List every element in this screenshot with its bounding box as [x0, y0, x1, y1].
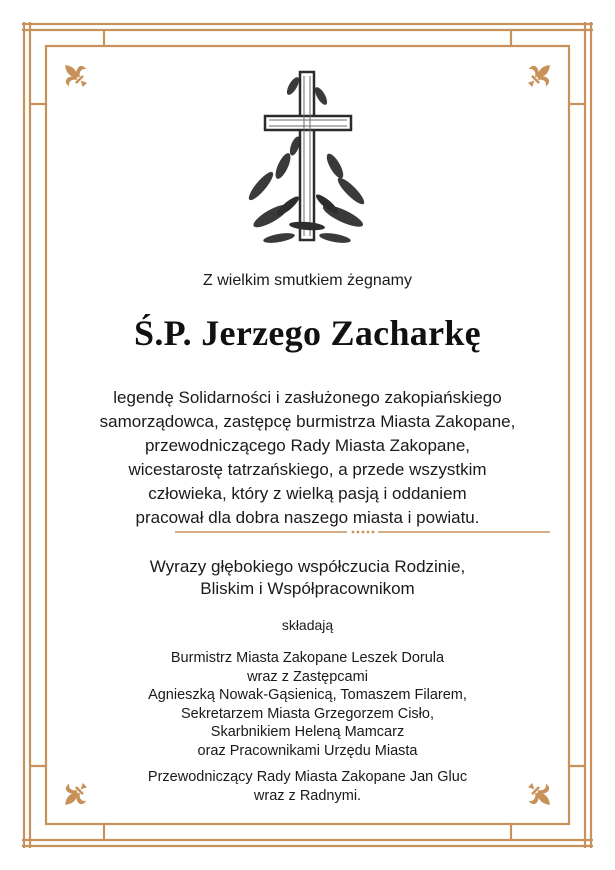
description-line: wicestarostę tatrzańskiego, a przede wszystkim: [128, 460, 487, 479]
signer-line: Skarbnikiem Heleną Mamcarz: [210, 724, 405, 741]
signer-line: Burmistrz Miasta Zakopane Leszek Dorula: [170, 650, 445, 666]
fleur-de-lis-icon: [56, 56, 93, 93]
description: [60, 386, 555, 530]
signer-line: oraz Pracownikami Urzędu Miasta: [197, 742, 418, 759]
council-line: Przewodniczący Rady Miasta Zakopane Jan Gluc: [147, 769, 468, 785]
signers: [60, 649, 555, 761]
description-line: pracował dla dobra naszego miasta i powiatu.: [135, 508, 480, 527]
description-line: przewodniczącego Rady Miasta Zakopane,: [144, 436, 471, 455]
condolences-line: Bliskim i Współpracownikom: [200, 579, 415, 598]
description-line: człowieka, który z wielką pasją i oddaniem: [148, 484, 467, 503]
fleur-de-lis-icon: [521, 56, 558, 93]
signer-line: wraz z Zastępcami: [247, 668, 368, 685]
deceased-name: Ś.P. Jerzego Zacharkę: [134, 313, 481, 353]
condolences: [60, 556, 555, 600]
description-line: samorządowca, zastępcę burmistrza Miasta Zakopane,: [99, 412, 516, 431]
skladaja-label: składają: [281, 617, 334, 633]
signer-line: Sekretarzem Miasta Grzegorzem Cisło,: [180, 705, 434, 722]
condolences-line: Wyrazy głębokiego współczucia Rodzinie,: [149, 557, 466, 576]
cross-with-leaves-icon: [243, 66, 373, 246]
signer-line: Agnieszką Nowak-Gąsienicą, Tomaszem Filarem,: [148, 687, 467, 704]
decorative-divider: [175, 528, 550, 536]
description-line: legendę Solidarności i zasłużonego zakopiańskiego: [113, 388, 502, 407]
intro-text: Z wielkim smutkiem żegnamy: [203, 272, 412, 289]
council-signers: [60, 768, 555, 805]
council-line: wraz z Radnymi.: [253, 787, 362, 804]
